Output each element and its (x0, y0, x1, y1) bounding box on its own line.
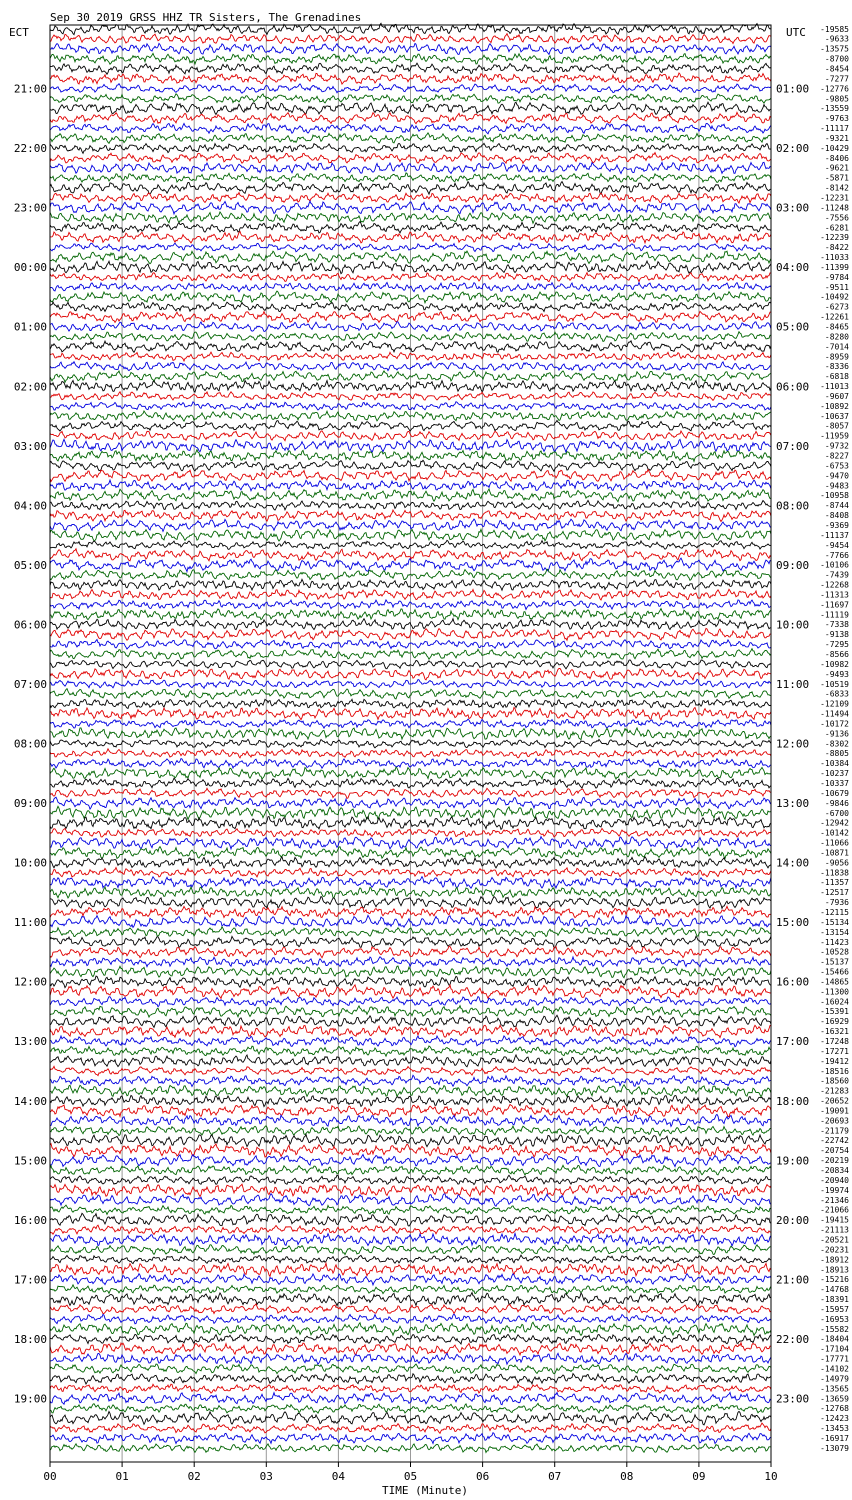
right-hour-21: 22:00 (776, 1332, 810, 1346)
offset-label-94: -15137 (820, 957, 849, 967)
offset-label-5: -7277 (824, 74, 849, 84)
minute-gridlines (122, 25, 699, 1462)
offset-label-137: -13565 (820, 1384, 849, 1394)
left-hour-19: 16:00 (13, 1213, 47, 1227)
offset-label-90: -15134 (820, 917, 849, 927)
left-hour-16: 13:00 (13, 1035, 47, 1049)
offset-label-120: -19415 (820, 1215, 849, 1225)
offset-label-53: -7766 (824, 550, 849, 560)
offset-label-121: -21113 (820, 1225, 849, 1235)
offset-label-96: -14865 (820, 977, 849, 987)
offset-label-7: -9805 (824, 94, 849, 104)
offset-label-142: -16917 (820, 1434, 849, 1443)
offset-label-127: -14768 (820, 1285, 849, 1295)
offset-label-105: -18516 (820, 1066, 849, 1076)
offset-label-110: -20693 (820, 1116, 849, 1126)
offset-label-103: -17271 (820, 1046, 849, 1056)
offset-label-42: -9732 (824, 441, 849, 451)
left-hour-9: 06:00 (13, 618, 47, 632)
offset-label-55: -7439 (824, 570, 849, 580)
offset-label-89: -12115 (820, 908, 849, 917)
offset-label-30: -8465 (824, 322, 849, 332)
offset-label-58: -11697 (820, 600, 849, 610)
right-hour-7: 08:00 (776, 499, 810, 513)
offset-label-67: -6833 (824, 689, 849, 699)
offset-label-129: -15957 (820, 1304, 849, 1314)
offset-label-80: -12942 (820, 818, 849, 828)
offset-label-35: -6818 (824, 372, 849, 382)
left-hour-18: 15:00 (13, 1154, 47, 1168)
offset-label-122: -20521 (820, 1235, 849, 1245)
offset-label-16: -8142 (824, 183, 849, 193)
offset-label-134: -17771 (820, 1354, 849, 1364)
left-hour-0: 21:00 (13, 82, 47, 96)
offset-label-60: -7338 (824, 620, 849, 630)
offset-label-140: -12423 (820, 1414, 849, 1424)
offset-label-136: -14979 (820, 1374, 849, 1384)
offset-label-143: -13079 (820, 1443, 849, 1453)
trace-offset-labels (820, 25, 849, 1453)
offset-label-133: -17104 (820, 1344, 849, 1354)
offset-label-28: -6273 (824, 302, 849, 312)
offset-label-12: -10429 (820, 143, 849, 153)
right-hour-11: 12:00 (776, 737, 810, 751)
offset-label-57: -11313 (820, 590, 849, 600)
offset-label-63: -8566 (824, 650, 849, 659)
offset-label-141: -13453 (820, 1424, 849, 1433)
left-hour-11: 08:00 (13, 737, 47, 751)
x-tick-label-10: 10 (764, 1470, 778, 1483)
offset-label-17: -12231 (820, 193, 849, 203)
x-tick-label-8: 08 (620, 1470, 634, 1483)
x-tick-label-2: 02 (187, 1470, 201, 1483)
offset-label-62: -7295 (824, 640, 849, 650)
right-hour-16: 17:00 (776, 1035, 810, 1049)
offset-label-99: -15391 (820, 1007, 849, 1017)
x-tick-label-3: 03 (259, 1470, 273, 1483)
offset-label-76: -10337 (820, 779, 849, 788)
left-hour-1: 22:00 (13, 142, 47, 156)
offset-label-73: -8805 (824, 749, 849, 759)
x-tick-label-5: 05 (403, 1470, 418, 1483)
offset-label-139: -12768 (820, 1404, 849, 1414)
left-hour-labels (14, 83, 47, 1406)
offset-label-102: -17248 (820, 1037, 849, 1046)
offset-label-4: -8454 (824, 64, 849, 74)
offset-label-72: -8302 (824, 739, 849, 749)
right-hour-1: 02:00 (776, 142, 810, 156)
offset-label-14: -9621 (824, 163, 849, 173)
offset-label-41: -11959 (820, 431, 849, 441)
offset-label-40: -8057 (824, 421, 849, 431)
right-hour-14: 15:00 (776, 916, 810, 930)
right-hour-4: 05:00 (776, 320, 810, 334)
offset-label-104: -19412 (820, 1056, 849, 1066)
offset-label-27: -10492 (820, 292, 849, 302)
x-axis-label: TIME (Minute) (381, 1484, 469, 1497)
left-hour-7: 04:00 (13, 499, 47, 513)
offset-label-3: -8700 (824, 54, 849, 64)
offset-label-93: -10528 (820, 947, 849, 957)
offset-label-70: -10172 (820, 719, 849, 729)
offset-label-48: -8744 (824, 501, 849, 511)
offset-label-19: -7556 (824, 213, 849, 223)
x-tick-label-4: 04 (331, 1470, 346, 1483)
offset-label-43: -8227 (824, 451, 849, 461)
offset-label-56: -12268 (820, 580, 849, 590)
offset-label-61: -9138 (824, 630, 849, 640)
offset-label-45: -9470 (824, 471, 849, 481)
offset-label-34: -8336 (824, 362, 849, 372)
x-axis-ticks (43, 1462, 777, 1483)
offset-label-74: -10384 (820, 759, 849, 769)
offset-label-84: -9056 (824, 858, 849, 868)
offset-label-15: -5871 (824, 173, 849, 183)
right-timezone-label: UTC (786, 26, 806, 39)
right-hour-12: 13:00 (776, 797, 810, 810)
offset-label-85: -11838 (820, 868, 849, 878)
offset-label-25: -9784 (824, 272, 849, 282)
offset-label-132: -18404 (820, 1334, 849, 1344)
offset-label-107: -21283 (820, 1086, 849, 1096)
offset-label-83: -10871 (820, 848, 849, 858)
offset-label-71: -9136 (824, 729, 849, 739)
offset-label-113: -20754 (820, 1146, 849, 1156)
offset-label-64: -10982 (820, 659, 849, 669)
offset-label-0: -19585 (820, 24, 849, 34)
offset-label-101: -16321 (820, 1027, 849, 1037)
offset-label-51: -11137 (820, 530, 849, 540)
right-hour-0: 01:00 (776, 82, 810, 96)
left-hour-3: 00:00 (13, 261, 47, 275)
offset-label-49: -8408 (824, 511, 849, 521)
offset-label-79: -6700 (824, 808, 849, 818)
left-hour-17: 14:00 (13, 1094, 47, 1108)
offset-label-92: -11423 (820, 937, 849, 947)
right-hour-3: 04:00 (776, 261, 810, 275)
x-tick-label-0: 00 (43, 1470, 57, 1483)
offset-label-1: -9633 (824, 34, 849, 44)
offset-label-78: -9846 (824, 798, 849, 808)
offset-label-86: -11357 (820, 878, 849, 888)
offset-label-37: -9607 (824, 392, 849, 401)
offset-label-117: -19974 (820, 1185, 849, 1195)
offset-label-95: -15466 (820, 967, 849, 977)
right-hour-9: 10:00 (776, 618, 810, 632)
offset-label-118: -21346 (820, 1195, 849, 1205)
left-hour-5: 02:00 (13, 380, 47, 394)
left-hour-13: 10:00 (13, 856, 47, 870)
offset-label-9: -9763 (824, 114, 849, 124)
offset-label-46: -9483 (824, 481, 849, 491)
right-hour-18: 19:00 (776, 1154, 810, 1168)
right-hour-17: 18:00 (776, 1094, 810, 1108)
offset-label-10: -11117 (820, 124, 849, 133)
offset-label-115: -20834 (820, 1166, 849, 1175)
offset-label-13: -8406 (824, 153, 849, 163)
left-hour-2: 23:00 (13, 201, 47, 215)
offset-label-29: -12261 (820, 312, 849, 322)
offset-label-47: -10958 (820, 491, 849, 501)
right-hour-8: 09:00 (776, 558, 810, 572)
right-hour-5: 06:00 (776, 380, 810, 394)
left-timezone-label: ECT (9, 26, 29, 39)
offset-label-18: -11248 (820, 203, 849, 213)
offset-label-116: -20940 (820, 1175, 849, 1185)
offset-label-88: -7936 (824, 898, 849, 908)
offset-label-138: -13659 (820, 1394, 849, 1404)
offset-label-33: -8959 (824, 352, 849, 362)
offset-label-31: -8280 (824, 332, 849, 342)
offset-label-75: -10237 (820, 769, 849, 779)
offset-label-20: -6281 (824, 223, 849, 233)
offset-label-52: -9454 (824, 540, 849, 550)
left-hour-14: 11:00 (13, 916, 47, 930)
offset-label-125: -18913 (820, 1265, 849, 1275)
offset-label-22: -8422 (824, 243, 849, 253)
offset-label-65: -9493 (824, 669, 849, 679)
offset-label-82: -11066 (820, 838, 849, 848)
offset-label-119: -21066 (820, 1205, 849, 1215)
offset-label-77: -10679 (820, 788, 849, 798)
offset-label-114: -20219 (820, 1156, 849, 1166)
offset-label-44: -6753 (824, 461, 849, 471)
offset-label-68: -12109 (820, 699, 849, 709)
offset-label-66: -10519 (820, 679, 849, 689)
offset-label-97: -11300 (820, 987, 849, 997)
left-hour-20: 17:00 (13, 1273, 47, 1287)
offset-label-98: -16024 (820, 997, 849, 1007)
offset-label-69: -11494 (820, 709, 849, 719)
offset-label-39: -10637 (820, 411, 849, 421)
left-hour-8: 05:00 (13, 558, 47, 572)
offset-label-135: -14102 (820, 1364, 849, 1374)
offset-label-23: -11033 (820, 253, 849, 262)
right-hour-13: 14:00 (776, 856, 810, 870)
offset-label-54: -10106 (820, 560, 849, 570)
left-hour-4: 01:00 (13, 320, 47, 334)
offset-label-59: -11119 (820, 610, 849, 620)
offset-label-38: -10892 (820, 401, 849, 411)
offset-label-50: -9369 (824, 521, 849, 530)
offset-label-130: -16953 (820, 1314, 849, 1324)
right-hour-20: 21:00 (776, 1273, 810, 1287)
offset-label-123: -20231 (820, 1245, 849, 1255)
x-tick-label-6: 06 (475, 1470, 490, 1483)
offset-label-131: -15582 (820, 1324, 849, 1334)
offset-label-112: -22742 (820, 1136, 849, 1146)
offset-label-36: -11013 (820, 382, 849, 392)
x-tick-label-9: 09 (692, 1470, 706, 1483)
offset-label-87: -12517 (820, 888, 849, 898)
offset-label-8: -13559 (820, 104, 849, 114)
right-hour-10: 11:00 (776, 678, 810, 691)
right-hour-6: 07:00 (776, 439, 810, 453)
offset-label-108: -20652 (820, 1096, 849, 1106)
left-hour-15: 12:00 (13, 975, 47, 989)
x-tick-label-1: 01 (115, 1470, 129, 1483)
offset-label-109: -19091 (820, 1106, 849, 1116)
left-hour-12: 09:00 (13, 797, 47, 810)
left-hour-6: 03:00 (13, 439, 47, 453)
left-hour-10: 07:00 (13, 678, 47, 691)
offset-label-100: -16929 (820, 1017, 849, 1027)
offset-label-21: -12239 (820, 233, 849, 243)
offset-label-128: -18391 (820, 1295, 849, 1304)
right-hour-19: 20:00 (776, 1213, 810, 1227)
offset-label-11: -9321 (824, 134, 849, 143)
x-tick-label-7: 07 (548, 1470, 562, 1483)
offset-label-26: -9511 (824, 282, 849, 292)
right-hour-22: 23:00 (776, 1392, 810, 1406)
offset-label-126: -15216 (820, 1275, 849, 1285)
offset-label-32: -7014 (824, 342, 849, 352)
offset-label-24: -11399 (820, 263, 849, 272)
offset-label-111: -21179 (820, 1126, 849, 1136)
left-hour-21: 18:00 (13, 1332, 47, 1346)
offset-label-2: -13575 (820, 44, 849, 54)
offset-label-91: -13154 (820, 927, 849, 937)
right-hour-2: 03:00 (776, 201, 810, 215)
left-hour-22: 19:00 (13, 1392, 47, 1406)
right-hour-labels (776, 83, 809, 1406)
right-hour-15: 16:00 (776, 975, 810, 989)
chart-title: Sep 30 2019 GRSS HHZ TR Sisters, The Grenadines (50, 11, 362, 24)
offset-label-81: -10142 (820, 828, 849, 838)
offset-label-124: -18912 (820, 1255, 849, 1265)
offset-label-106: -18560 (820, 1076, 849, 1086)
offset-label-6: -12776 (820, 84, 849, 94)
